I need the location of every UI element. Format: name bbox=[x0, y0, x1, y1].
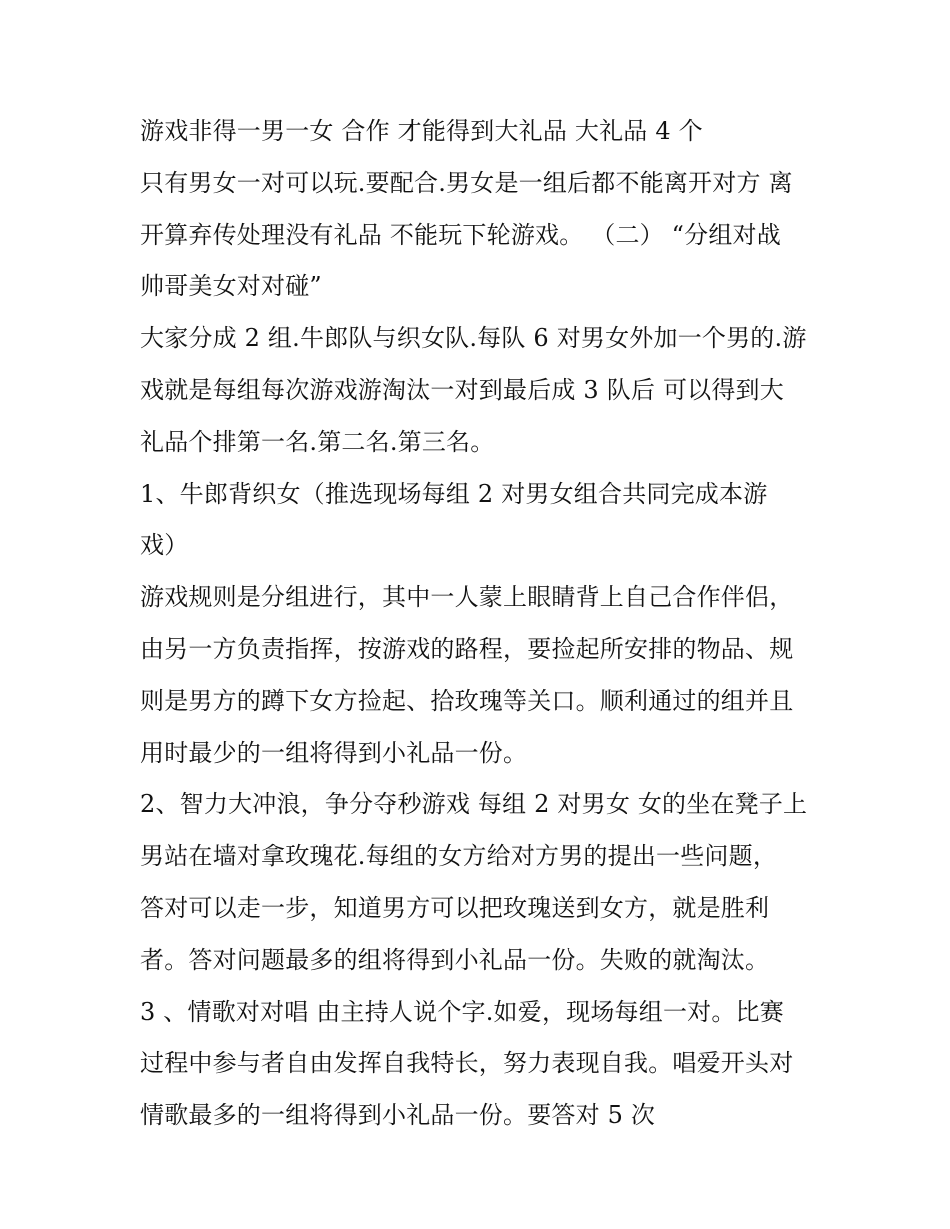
text-line: 开算弃传处理没有礼品 不能玩下轮游戏。 （二） “分组对战 bbox=[140, 220, 781, 249]
text-line: 1、牛郎背织女（推选现场每组 2 对男女组合共同完成本游 bbox=[140, 479, 768, 508]
text-line: 戏） bbox=[140, 531, 189, 560]
text-line: 2、智力大冲浪，争分夺秒游戏 每组 2 对男女 女的坐在凳子上 bbox=[140, 790, 808, 819]
text-line: 用时最少的一组将得到小礼品一份。 bbox=[140, 738, 528, 767]
text-line: 游戏规则是分组进行，其中一人蒙上眼睛背上自己合作伴侣， bbox=[140, 583, 794, 612]
text-line: 者。答对问题最多的组将得到小礼品一份。失败的就淘汰。 bbox=[140, 945, 770, 974]
text-line: 礼品个排第一名.第二名.第三名。 bbox=[140, 427, 495, 456]
text-line: 由另一方负责指挥，按游戏的路程，要捡起所安排的物品、规 bbox=[140, 634, 794, 663]
text-line: 过程中参与者自由发挥自我特长，努力表现自我。唱爱开头对 bbox=[140, 1049, 794, 1078]
text-line: 则是男方的蹲下女方捡起、拾玫瑰等关口。顺利通过的组并且 bbox=[140, 686, 794, 715]
text-line: 戏就是每组每次游戏游淘汰一对到最后成 3 队后 可以得到大 bbox=[140, 375, 784, 404]
text-line: 3 、情歌对对唱 由主持人说个字.如爱，现场每组一对。比赛 bbox=[140, 997, 784, 1026]
text-line: 答对可以走一步，知道男方可以把玫瑰送到女方，就是胜利 bbox=[140, 893, 770, 922]
text-line: 大家分成 2 组.牛郎队与织女队.每队 6 对男女外加一个男的.游 bbox=[140, 324, 807, 353]
text-line: 帅哥美女对对碰” bbox=[140, 272, 322, 301]
text-line: 只有男女一对可以玩.要配合.男女是一组后都不能离开对方 离 bbox=[140, 168, 793, 197]
text-line: 游戏非得一男一女 合作 才能得到大礼品 大礼品 4 个 bbox=[140, 117, 703, 145]
text-line: 情歌最多的一组将得到小礼品一份。要答对 5 次 bbox=[140, 1101, 656, 1130]
document-body bbox=[140, 106, 820, 1142]
text-line: 男站在墙对拿玫瑰花.每组的女方给对方男的提出一些问题， bbox=[140, 842, 778, 871]
